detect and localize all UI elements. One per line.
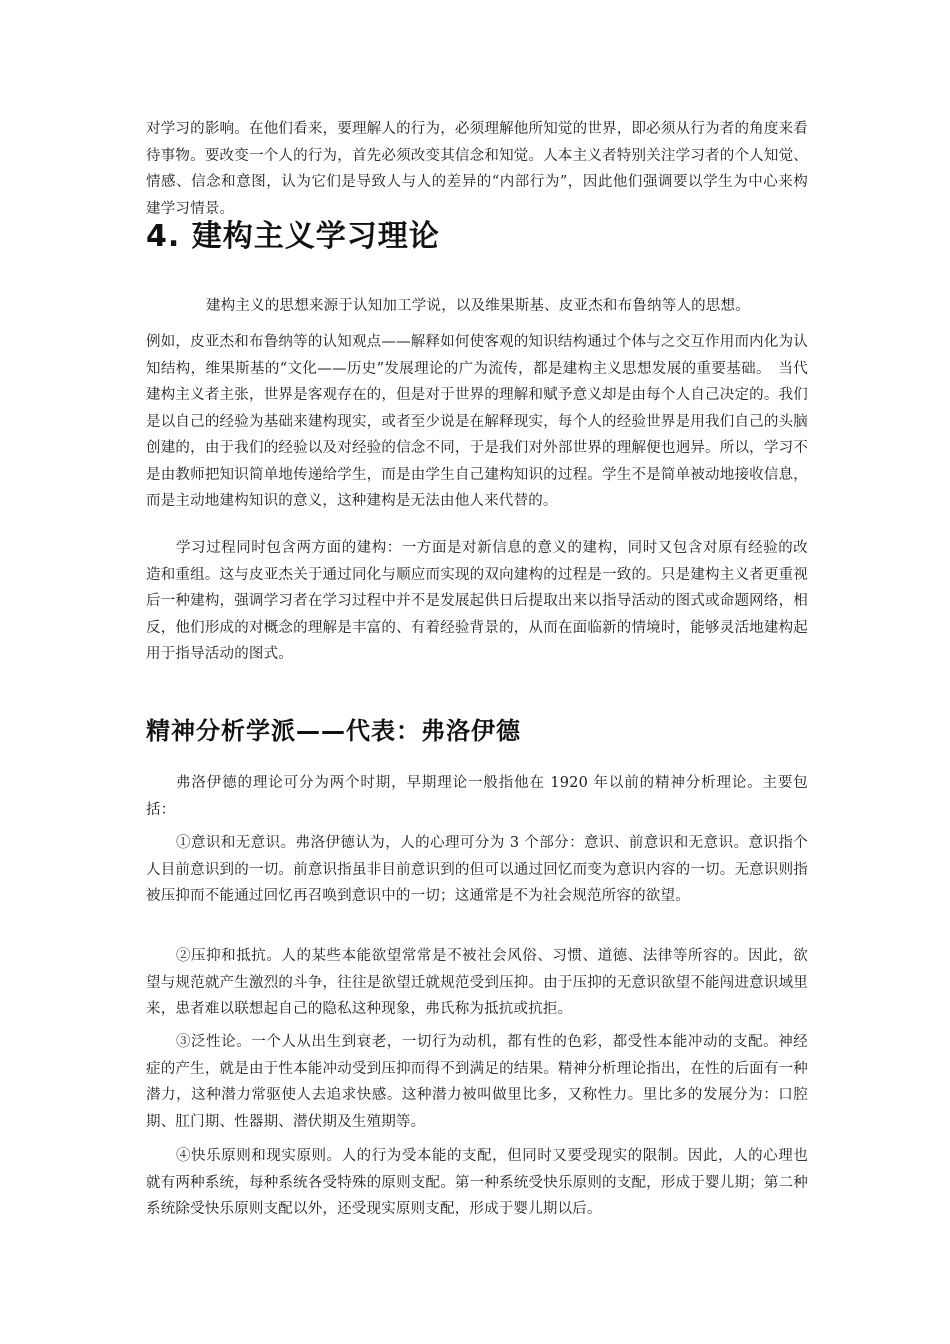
heading-constructivism: 4. 建构主义学习理论: [146, 219, 440, 254]
paragraph-consciousness: ①意识和无意识。弗洛伊德认为，人的心理可分为 3 个部分：意识、前意识和无意识。意识指个人目前意识到的一切。前意识指虽非目前意识到的但可以通过回忆而变为意识内容的一切。无意识则指被压抑而不能通过回忆再召唤到意识中的一切；这通常是不为社会规范所容的欲望。: [146, 835, 808, 904]
paragraph-pleasure-reality: ④快乐原则和现实原则。人的行为受本能的支配，但同时又要受现实的限制。因此，人的心理也就有两种系统，每种系统各受特殊的原则支配。第一种系统受快乐原则的支配，形成于婴儿期；第二种系统除受快乐原则支配以外，还受现实原则支配，形成于婴儿期以后。: [146, 1148, 808, 1217]
paragraph-constructivism-origin: 建构主义的思想来源于认知加工学说，以及维果斯基、皮亚杰和布鲁纳等人的思想。: [206, 298, 750, 314]
paragraph-pansexualism: ③泛性论。一个人从出生到衰老，一切行为动机，都有性的色彩，都受性本能冲动的支配。神经症的产生，就是由于性本能冲动受到压抑而得不到满足的结果。精神分析理论指出，在性的后面有一种潜力，这种潜力常驱使人去追求快感。这种潜力被叫做里比多，又称性力。里比多的发展分为：口腔期、肛门期、性器期、潜伏期及生殖期等。: [146, 1034, 808, 1130]
paragraph-constructivism-process: 学习过程同时包含两方面的建构：一方面是对新信息的意义的建构，同时又包含对原有经验的改造和重组。这与皮亚杰关于通过同化与顺应而实现的双向建构的过程是一致的。只是建构主义者更重视后一种建构，强调学习者在学习过程中并不是发展起供日后提取出来以指导活动的图式或命题网络，相反，他们形成的对概念的理解是丰富的、有着经验背景的，从而在面临新的情境时，能够灵活地建构起用于指导活动的图式。: [146, 540, 808, 662]
paragraph-repression: ②压抑和抵抗。人的某些本能欲望常常是不被社会风俗、习惯、道德、法律等所容的。因此，欲望与规范就产生激烈的斗争，往往是欲望迁就规范受到压抑。由于压抑的无意识欲望不能闯进意识域里来，患者难以联想起自己的隐私这种现象，弗氏称为抵抗或抗拒。: [146, 948, 808, 1017]
paragraph-constructivism-body: 例如，皮亚杰和布鲁纳等的认知观点——解释如何使客观的知识结构通过个体与之交互作用而内化为认知结构，维果斯基的“文化——历史”发展理论的广为流传，都是建构主义思想发展的重要基础。 当代建构主义者主张，世界是客观存在的，但是对于世界的理解和赋予意义却是由每个人自己决定的。我们是以自己的经验为基础来建构现实，或者至少说是在解释现实，每个人的经验世界是用我们自己的头脑创建的，由于我们的经验以及对经验的信念不同，于是我们对外部世界的理解便也迥异。所以，学习不是由教师把知识简单地传递给学生，而是由学生自己建构知识的过程。学生不是简单被动地接收信息，而是主动地建构知识的意义，这种建构是无法由他人来代替的。: [146, 334, 808, 509]
heading-psychoanalysis: 精神分析学派——代表：弗洛伊德: [146, 717, 521, 745]
paragraph-freud-intro: 弗洛伊德的理论可分为两个时期，早期理论一般指他在 1920 年以前的精神分析理论。主要包括：: [146, 775, 808, 818]
paragraph-humanism-end: 对学习的影响。在他们看来，要理解人的行为，必须理解他所知觉的世界，即必须从行为者的角度来看待事物。要改变一个人的行为，首先必须改变其信念和知觉。人本主义者特别关注学习者的个人知觉、情感、信念和意图，认为它们是导致人与人的差异的“内部行为”，因此他们强调要以学生为中心来构建学习情景。: [146, 121, 808, 217]
